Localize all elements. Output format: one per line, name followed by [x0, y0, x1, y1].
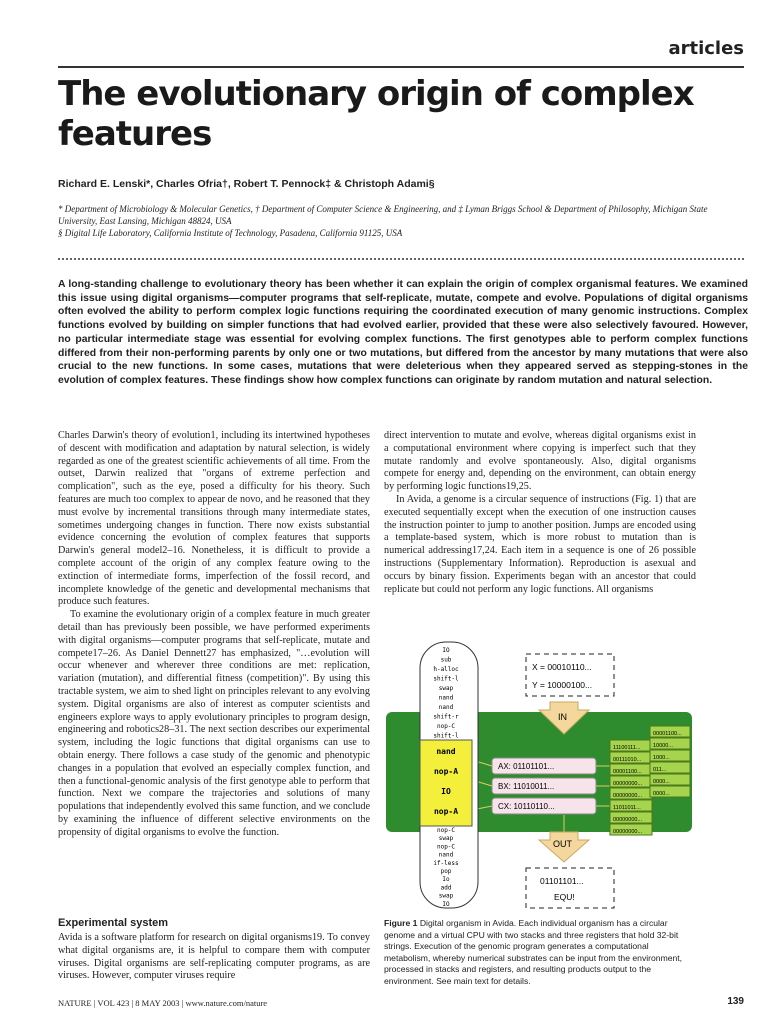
- stack-value: 00000000...: [613, 817, 643, 823]
- stack-value: 00000000...: [613, 793, 643, 799]
- registers: [492, 758, 596, 814]
- journal-citation: NATURE | VOL 423 | 8 MAY 2003 | www.nature.com/nature: [58, 998, 268, 1008]
- affiliation-caltech: § Digital Life Laboratory, California Institute of Technology, Pasadena, California 91125, USA: [58, 228, 403, 238]
- stack-a: [610, 740, 652, 835]
- stack-value: 00000000...: [613, 781, 643, 787]
- genome-instruction: shift-l: [433, 732, 459, 740]
- caption-text: Digital organism in Avida. Each individual organism has a circular genome and a virtual CPU with two stacks and three registers that hold 32-bit strings. Execution of the genomic program generates a computational metabolism, whereby numerical substrates can be input from the environment, processed in stacks and registers, and resulting products output to the environment. See main text for details.: [384, 918, 683, 986]
- stack-value: 0000...: [653, 779, 670, 785]
- header-rule: [58, 66, 744, 68]
- genome-instruction: nand: [438, 704, 454, 711]
- register-cx-label: CX: 10110110...: [498, 802, 555, 811]
- register-bx-label: BX: 11010011...: [498, 782, 555, 791]
- genome-instruction: sub: [440, 656, 452, 664]
- paragraph-viruses: direct intervention to mutate and evolve, whereas digital organisms exist in a computational environment where copying is imperfect such that they mutate randomly and evolve spontaneously. Also, digital organisms compete for energy and, depending on the environment, can obtain energy by performing logic functions19,25.: [384, 430, 696, 493]
- genome-instruction: swap: [438, 892, 454, 900]
- output-function: EQU!: [554, 892, 575, 902]
- genome-instruction: Io: [442, 876, 450, 884]
- stack-value: 00001100...: [613, 769, 642, 775]
- stack-b: [650, 726, 690, 797]
- genome-instruction: nand: [438, 851, 454, 859]
- caption-label: Figure 1: [384, 918, 418, 928]
- paragraph-avida-genome: In Avida, a genome is a circular sequence of instructions (Fig. 1) that are executed sequentially except when the execution of one instruction causes the instruction pointer to jump to another position. Jumps are encoded using a template-based system, which is more robust to mutation than is numerical addressing17,24. Each item in a sequence is one of 26 possible instructions (Supplementary Information). Reproduction is asexual and occurs by binary fission. Experiments began with an ancestor that could replicate but could not perform any logic functions. All organisms: [384, 493, 696, 595]
- stack-value: 00000000...: [613, 829, 643, 835]
- output-value: 01101101...: [540, 876, 584, 886]
- genome-instruction: pop: [440, 868, 452, 875]
- out-label: OUT: [553, 839, 572, 849]
- stack-value: 11011011...: [613, 805, 641, 811]
- input-x: X = 00010110...: [532, 662, 592, 672]
- figure-avida-organism: [384, 640, 696, 910]
- genome-instruction: swap: [438, 685, 454, 692]
- stack-value: 0000...: [653, 791, 670, 797]
- genome-instruction: shift-l: [433, 675, 459, 683]
- paragraph-aim: To examine the evolutionary origin of a complex feature in much greater detail than has previously been possible, we have performed experiments with digital organisms—computer programs that self-replicate, mutate and compete17–26. As Daniel Dennett27 has emphasized, "…evolution will occur whenever and wherever three conditions are met: replication, variation (mutation), and differential fitness (competition)". By using this tractable system, we aim to shed light on principles relevant to any evolving system. Digital organisms are also of interest as computer scientists and engineers explore ways to apply evolutionary principles to program design, engineering and robotics28–31. The next section describes our experimental system, including the logic functions that digital organisms can use to obtain energy. There follows a case study of the genomic and phenotypic changes in a population that evolved an especially complex function, and then a functional-genomic analysis of the first genotype able to perform that function. Next we compare the trajectories and solutions of many populations that independently evolved this same function, and we conclude by examining the influence of different selective environments on the propensity of digital organisms to evolve the function.: [58, 609, 370, 838]
- paragraph-intro: Charles Darwin's theory of evolution1, including its intertwined hypotheses of descent with modification and adaptation by natural selection, is widely regarded as one of the greatest scientific achievements of all time. From the outset, Darwin realized that "organs of extreme perfection and complication", such as the eye, posed a difficulty for his theory. Such features are much too complex to appear de novo, and he reasoned that they must evolve by incremental transitions through many intermediate states, sometimes undergoing changes in function. There now exists substantial evidence concerning the evolution of complex features that supports Darwin's general model2–16. Nonetheless, it is difficult to provide a complete account of the origin of any complex feature owing to the extinction of intermediate forms, imperfection of the fossil record, and incomplete knowledge of the genetic and developmental mechanisms that produce such features.: [58, 430, 370, 608]
- output-box: [526, 868, 614, 908]
- genome-instruction: nop-C: [436, 827, 456, 834]
- right-column: [384, 430, 696, 596]
- section-label: articles: [668, 38, 744, 59]
- genome-instruction: add: [440, 884, 452, 892]
- genome-active-instruction: nop-A: [433, 767, 459, 776]
- genome-active-instruction: IO: [441, 787, 451, 796]
- genome-instruction: nop-C: [436, 843, 456, 851]
- in-label: IN: [558, 712, 567, 722]
- genome-instruction: swap: [438, 835, 454, 843]
- dotted-separator: [58, 258, 744, 260]
- figure-caption: [384, 918, 696, 988]
- article-title: The evolutionary origin of complex features: [58, 74, 694, 154]
- genome-instruction: shift-r: [433, 713, 459, 721]
- stack-value: 11100111...: [613, 745, 641, 751]
- page-number: 139: [727, 996, 744, 1007]
- genome-instruction: IO: [442, 900, 450, 908]
- stack-value: 00001100...: [653, 731, 682, 737]
- stack-value: 10000...: [653, 743, 673, 749]
- paragraph-experimental: Avida is a software platform for research on digital organisms19. To convey what digital organisms are, it is helpful to compare them with computer viruses. Digital organisms are self-replicating computer programs, as are viruses. However, computer viruses require: [58, 932, 370, 982]
- stack-value: 1000...: [653, 755, 670, 761]
- affiliation-msu: * Department of Microbiology & Molecular Genetics, † Department of Computer Science & Engineering, and ‡ Lyman Briggs School & Department of Philosophy, Michigan State University, East Lansing, Michigan 48824, USA: [58, 204, 708, 226]
- author-list: Richard E. Lenski*, Charles Ofria†, Robert T. Pennock‡ & Christoph Adami§: [58, 178, 435, 190]
- section-heading-experimental: Experimental system: [58, 917, 169, 929]
- stack-value: 011...: [653, 767, 667, 773]
- genome-active-instruction: nop-A: [433, 807, 459, 816]
- genome-active-instruction: nand: [436, 747, 456, 756]
- genome-instruction: h-alloc: [433, 666, 459, 673]
- genome-instruction: nand: [438, 694, 454, 702]
- abstract: A long-standing challenge to evolutionary theory has been whether it can explain the origin of complex organismal features. We examined this issue using digital organisms—computer programs that self-replicate, mutate, compete and evolve. Populations of digital organisms often evolved the ability to perform complex logic functions requiring the coordinated execution of many genomic instructions. Complex functions evolved by building on simpler functions that had evolved earlier, provided that these were also selectively favoured. However, no particular intermediate stage was essential for evolving complex functions. The first genotypes able to perform complex functions differed from their non-performing parents by only one or two mutations, but differed from the ancestor by many mutations that were also crucial to the new functions. In some cases, mutations that were deleterious when they appeared served as stepping-stones in the evolution of complex features. These findings show how complex functions can originate by random mutation and natural selection.: [58, 279, 748, 386]
- left-column: [58, 430, 370, 840]
- register-ax-label: AX: 01101101...: [498, 762, 555, 771]
- affiliations: [58, 203, 748, 239]
- genome-instruction: nop-C: [436, 723, 456, 730]
- stack-value: 00111010...: [613, 757, 642, 763]
- input-y: Y = 10000100...: [532, 680, 593, 690]
- genome-instruction: IO: [442, 647, 450, 654]
- genome-instruction: if-less: [433, 859, 459, 867]
